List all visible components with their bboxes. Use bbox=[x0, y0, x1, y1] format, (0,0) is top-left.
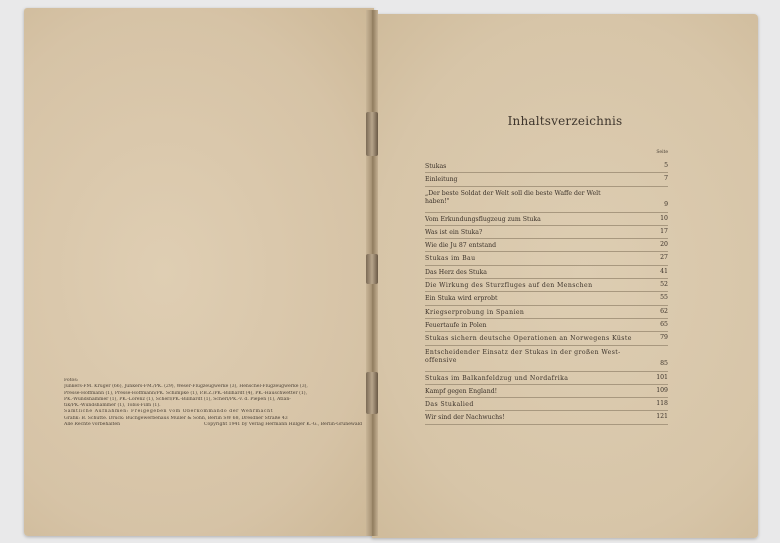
toc-entry-page: 41 bbox=[660, 267, 668, 275]
photo-credits-label: Fotos: bbox=[64, 378, 79, 383]
toc-entry-title: Kriegserprobung in Spanien bbox=[425, 308, 525, 316]
toc-entry-title: Was ist ein Stuka? bbox=[425, 228, 483, 236]
toc-entry bbox=[425, 398, 668, 411]
toc-entry-title: Das Stukalied bbox=[425, 401, 474, 409]
toc-entry-title-continued: haben!" bbox=[425, 197, 450, 205]
photo-credits-line: PK.-Wundshammer (1), PK.-Lorenz (1), Scherl/PK.-Billhardt (1), Scherl/PK.-v. d. Piepen (1), Atlan- bbox=[64, 396, 291, 402]
toc-entry bbox=[425, 346, 668, 372]
toc-entry bbox=[425, 187, 668, 213]
toc-entry-page: 79 bbox=[660, 334, 668, 342]
graphics-print-note: Grafik: B. Schütte. Druck: Buchgewerbehaus Müller & Sohn, Berlin SW 68, Dresdner Straße 43 bbox=[64, 415, 288, 421]
left-page bbox=[24, 8, 374, 536]
toc-entry-page: 17 bbox=[660, 227, 668, 235]
toc-entry bbox=[425, 266, 668, 279]
photo-credits-line: Presse-Hoffmann (1), Presse-Hoffmann/PK. Schimpke (1), P.B.Z./PK.-Billhardt (4), PK.-Hauschwetter (1), bbox=[64, 390, 308, 396]
toc-entry-title: Vom Erkundungsflugzeug zum Stuka bbox=[425, 215, 541, 223]
toc-entry bbox=[425, 160, 668, 173]
toc-entry bbox=[425, 292, 668, 305]
rights-note: Alle Rechte vorbehalten bbox=[64, 422, 121, 428]
staple bbox=[366, 372, 378, 414]
toc-entry-page: 118 bbox=[656, 400, 668, 408]
toc-entry bbox=[425, 411, 668, 424]
toc-entry-page: 20 bbox=[660, 241, 668, 249]
release-note: Sämtliche Aufnahmen: Freigegeben vom Oberkommando der Wehrmacht bbox=[64, 409, 274, 415]
toc-entry-page: 109 bbox=[656, 386, 668, 394]
toc-entry-title: Entscheidender Einsatz der Stukas in der großen West- bbox=[425, 348, 621, 356]
toc-entry-title: Feuertaufe in Polen bbox=[425, 321, 487, 329]
toc-entry-page: 27 bbox=[660, 254, 668, 262]
toc-entry-title: Ein Stuka wird erprobt bbox=[425, 295, 498, 303]
toc-entry-title: Die Wirkung des Sturzfluges auf den Menschen bbox=[425, 282, 593, 290]
toc-entry-title-continued: offensive bbox=[425, 356, 457, 364]
toc-entry-title: „Der beste Soldat der Welt soll die beste Waffe der Welt bbox=[425, 189, 601, 197]
toc-entry-page: 121 bbox=[656, 413, 668, 421]
toc-entry bbox=[425, 252, 668, 265]
toc-entry-page: 5 bbox=[664, 162, 668, 169]
toc-entry bbox=[425, 306, 668, 319]
toc-list bbox=[425, 160, 668, 425]
toc-entry bbox=[425, 239, 668, 252]
toc-entry-title: Stukas bbox=[425, 163, 447, 170]
page-column-label: Seite bbox=[656, 150, 668, 155]
rights-row bbox=[64, 422, 362, 428]
toc-entry bbox=[425, 319, 668, 332]
toc-entry-page: 55 bbox=[660, 294, 668, 302]
toc-entry-title: Wie die Ju 87 entstand bbox=[425, 242, 497, 250]
toc-entry-page: 7 bbox=[664, 175, 668, 183]
toc-entry-title: Stukas sichern deutsche Operationen an Norwegens Küste bbox=[425, 335, 632, 343]
toc-entry bbox=[425, 332, 668, 345]
toc-entry-page: 101 bbox=[656, 373, 668, 381]
toc-entry-title: Einleitung bbox=[425, 176, 458, 184]
toc-entry-title: Wir sind der Nachwuchs! bbox=[425, 414, 505, 422]
photo-credits-line: tik/PK.-Wundshammer (1), Tobis-Film (1). bbox=[64, 403, 161, 409]
imprint-block bbox=[64, 378, 362, 428]
toc-entry-page: 65 bbox=[660, 320, 668, 328]
toc-entry-title: Das Herz des Stuka bbox=[425, 268, 487, 276]
toc-entry-page: 52 bbox=[660, 281, 668, 289]
toc-entry bbox=[425, 226, 668, 239]
toc-entry-title: Kampf gegen England! bbox=[425, 387, 498, 395]
photo-credits-line: Junkers-FM. Krüger (66), Junkers-FM./PK. (29), Weser-Flugzeugwerke (3), Henschel-Flugzeugwerke (3), bbox=[64, 384, 308, 390]
toc-entry bbox=[425, 372, 668, 385]
toc-entry bbox=[425, 173, 668, 186]
toc-entry-title: Stukas im Balkanfeldzug und Nordafrika bbox=[425, 374, 569, 382]
toc-entry bbox=[425, 213, 668, 226]
toc-entry-title: Stukas im Bau bbox=[425, 255, 476, 263]
toc-entry-page: 9 bbox=[664, 200, 668, 208]
toc-entry-page: 10 bbox=[660, 214, 668, 222]
toc-entry-page: 62 bbox=[660, 307, 668, 315]
toc-entry bbox=[425, 385, 668, 398]
toc-entry-page: 85 bbox=[660, 359, 668, 367]
copyright-note: Copyright 1941 by Verlag Hermann Hillger K.-G., Berlin-Grunewald bbox=[203, 422, 362, 428]
toc-title: Inhaltsverzeichnis bbox=[507, 114, 623, 128]
staple bbox=[366, 254, 378, 284]
toc-entry bbox=[425, 279, 668, 292]
